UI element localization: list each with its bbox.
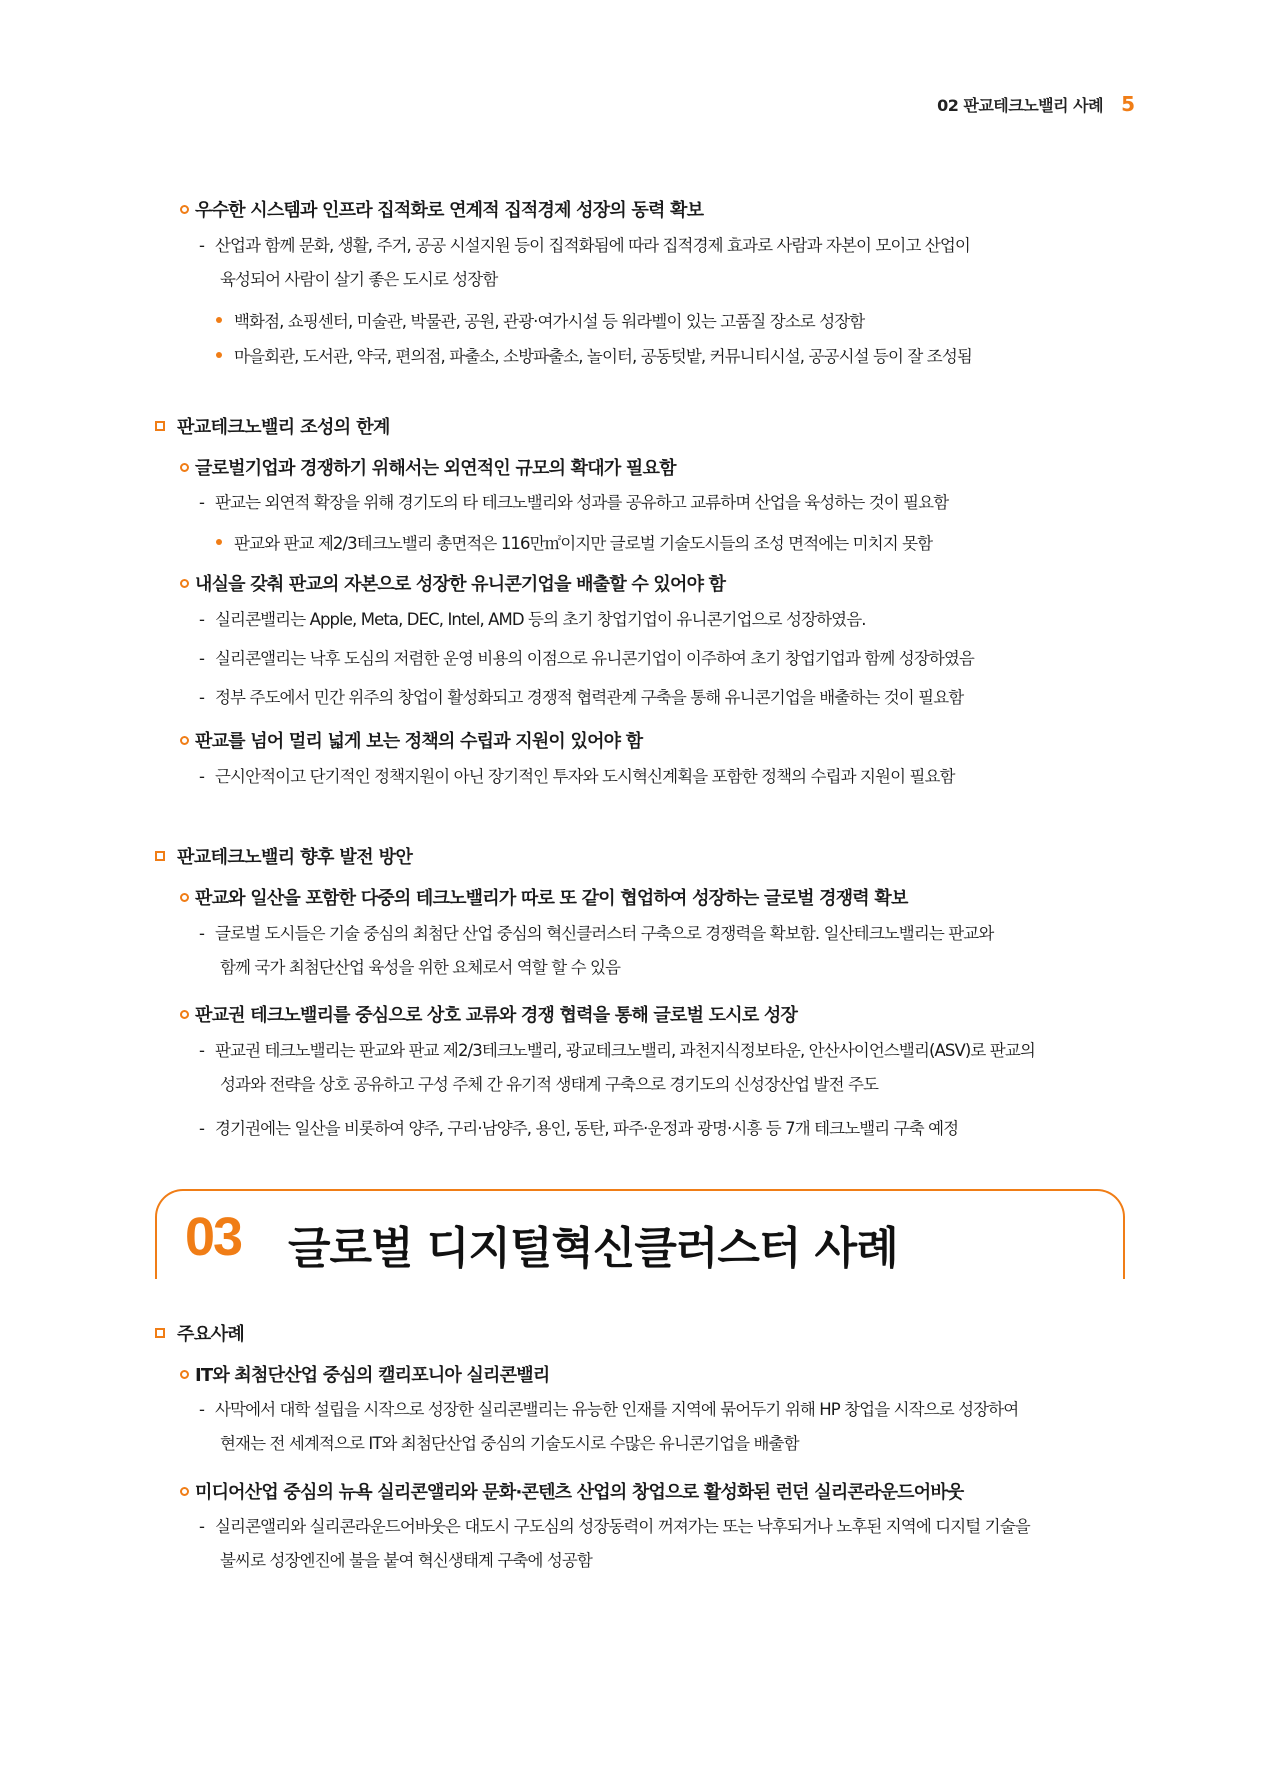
dash-icon: - [199, 1119, 205, 1138]
dash-item: - 판교는 외연적 확장을 위해 경기도의 타 테크노밸리와 성과를 공유하고 교류하며 산업을 육성하는 것이 필요함 [199, 486, 1129, 520]
subheading: 판교를 넘어 멀리 넓게 보는 정책의 수립과 지원이 있어야 함 [180, 727, 642, 753]
dash-icon: - [199, 1517, 205, 1536]
dash-item: - 산업과 함께 문화, 생활, 주거, 공공 시설지원 등이 집적화됨에 따라 집적경제 효과로 사람과 자본이 모이고 산업이 육성되어 사람이 살기 좋은 도시로 성장함 [199, 229, 1129, 297]
dash-icon: - [199, 649, 205, 668]
subheading: 판교권 테크노밸리를 중심으로 상호 교류와 경쟁 협력을 통해 글로벌 도시로 성장 [180, 1001, 797, 1027]
chapter-title: 글로벌 디지털혁신클러스터 사례 [288, 1223, 898, 1274]
subheading: 글로벌기업과 경쟁하기 위해서는 외연적인 규모의 확대가 필요함 [180, 454, 676, 480]
dot-bullet-icon [216, 352, 222, 358]
dash-item: - 실리콘밸리는 Apple, Meta, DEC, Intel, AMD 등의 초기 창업기업이 유니콘기업으로 성장하였음. [199, 603, 1129, 637]
section-heading: 판교테크노밸리 향후 발전 방안 [155, 843, 412, 869]
dash-icon: - [199, 1400, 205, 1419]
dash-item: - 판교권 테크노밸리는 판교와 판교 제2/3테크노밸리, 광교테크노밸리, 과천지식정보타운, 안산사이언스밸리(ASV)로 판교의 성과와 전략을 상호 공유하고 구성 주체 간 유기적 생태계 구축으로 경기도의 신성장산업 발전 주도 [199, 1034, 1129, 1102]
dash-icon: - [199, 688, 205, 707]
circle-bullet-icon [180, 1487, 189, 1496]
dash-icon: - [199, 493, 205, 512]
dash-icon: - [199, 767, 205, 786]
dot-bullet-icon [216, 317, 222, 323]
page-number: 5 [1121, 92, 1135, 116]
bullet-item: 백화점, 쇼핑센터, 미술관, 박물관, 공원, 관광·여가시설 등 워라벨이 있는 고품질 장소로 성장함 [216, 308, 864, 332]
circle-bullet-icon [180, 1370, 189, 1379]
dash-item: - 경기권에는 일산을 비롯하여 양주, 구리·남양주, 용인, 동탄, 파주·운정과 광명·시흥 등 7개 테크노밸리 구축 예정 [199, 1112, 1129, 1146]
bullet-item: 마을회관, 도서관, 약국, 편의점, 파출소, 소방파출소, 놀이터, 공동텃밭, 커뮤니티시설, 공공시설 등이 잘 조성됨 [216, 343, 972, 367]
dash-item: - 실리콘앨리는 낙후 도심의 저렴한 운영 비용의 이점으로 유니콘기업이 이주하여 초기 창업기업과 함께 성장하였음 [199, 642, 1129, 676]
square-bullet-icon [155, 851, 165, 861]
dot-bullet-icon [216, 539, 222, 545]
dash-icon: - [199, 610, 205, 629]
dash-item: - 실리콘앨리와 실리콘라운드어바웃은 대도시 구도심의 성장동력이 꺼져가는 또는 낙후되거나 노후된 지역에 디지털 기술을 불씨로 성장엔진에 불을 붙여 혁신생태계 구축에 성공함 [199, 1510, 1129, 1578]
circle-bullet-icon [180, 1010, 189, 1019]
header-title: 02 판교테크노밸리 사례 [937, 95, 1104, 115]
chapter-number: 03 [185, 1207, 242, 1267]
page-header [937, 92, 1135, 116]
circle-bullet-icon [180, 463, 189, 472]
circle-bullet-icon [180, 736, 189, 745]
bullet-item: 판교와 판교 제2/3테크노밸리 총면적은 116만㎡이지만 글로벌 기술도시들의 조성 면적에는 미치지 못함 [216, 530, 932, 554]
subheading-text: 우수한 시스템과 인프라 집적화로 연계적 집적경제 성장의 동력 확보 [195, 200, 704, 221]
circle-bullet-icon [180, 893, 189, 902]
subheading: IT와 최첨단산업 중심의 캘리포니아 실리콘밸리 [180, 1361, 549, 1387]
subheading [180, 196, 703, 222]
subheading: 미디어산업 중심의 뉴욕 실리콘앨리와 문화·콘텐츠 산업의 창업으로 활성화된 런던 실리콘라운드어바웃 [180, 1478, 964, 1504]
section-heading: 주요사례 [155, 1320, 244, 1346]
square-bullet-icon [155, 421, 165, 431]
dash-item: - 글로벌 도시들은 기술 중심의 최첨단 산업 중심의 혁신클러스터 구축으로 경쟁력을 확보함. 일산테크노밸리는 판교와 함께 국가 최첨단산업 육성을 위한 요체로서 역할 할 수 있음 [199, 917, 1129, 985]
circle-bullet-icon [180, 205, 189, 214]
dash-icon: - [199, 924, 205, 943]
square-bullet-icon [155, 1328, 165, 1338]
section-heading: 판교테크노밸리 조성의 한계 [155, 413, 390, 439]
dash-item: - 근시안적이고 단기적인 정책지원이 아닌 장기적인 투자와 도시혁신계획을 포함한 정책의 수립과 지원이 필요함 [199, 760, 1129, 794]
dash-icon: - [199, 236, 205, 255]
circle-bullet-icon [180, 579, 189, 588]
dash-item: - 정부 주도에서 민간 위주의 창업이 활성화되고 경쟁적 협력관계 구축을 통해 유니콘기업을 배출하는 것이 필요함 [199, 681, 1129, 715]
subheading: 판교와 일산을 포함한 다중의 테크노밸리가 따로 또 같이 협업하여 성장하는 글로벌 경쟁력 확보 [180, 884, 908, 910]
subheading: 내실을 갖춰 판교의 자본으로 성장한 유니콘기업을 배출할 수 있어야 함 [180, 570, 725, 596]
dash-item: - 사막에서 대학 설립을 시작으로 성장한 실리콘밸리는 유능한 인재를 지역에 묶어두기 위해 HP 창업을 시작으로 성장하여 현재는 전 세계적으로 IT와 최첨단산업 중심의 기술도시로 수많은 유니콘기업을 배출함 [199, 1393, 1129, 1461]
dash-icon: - [199, 1041, 205, 1060]
